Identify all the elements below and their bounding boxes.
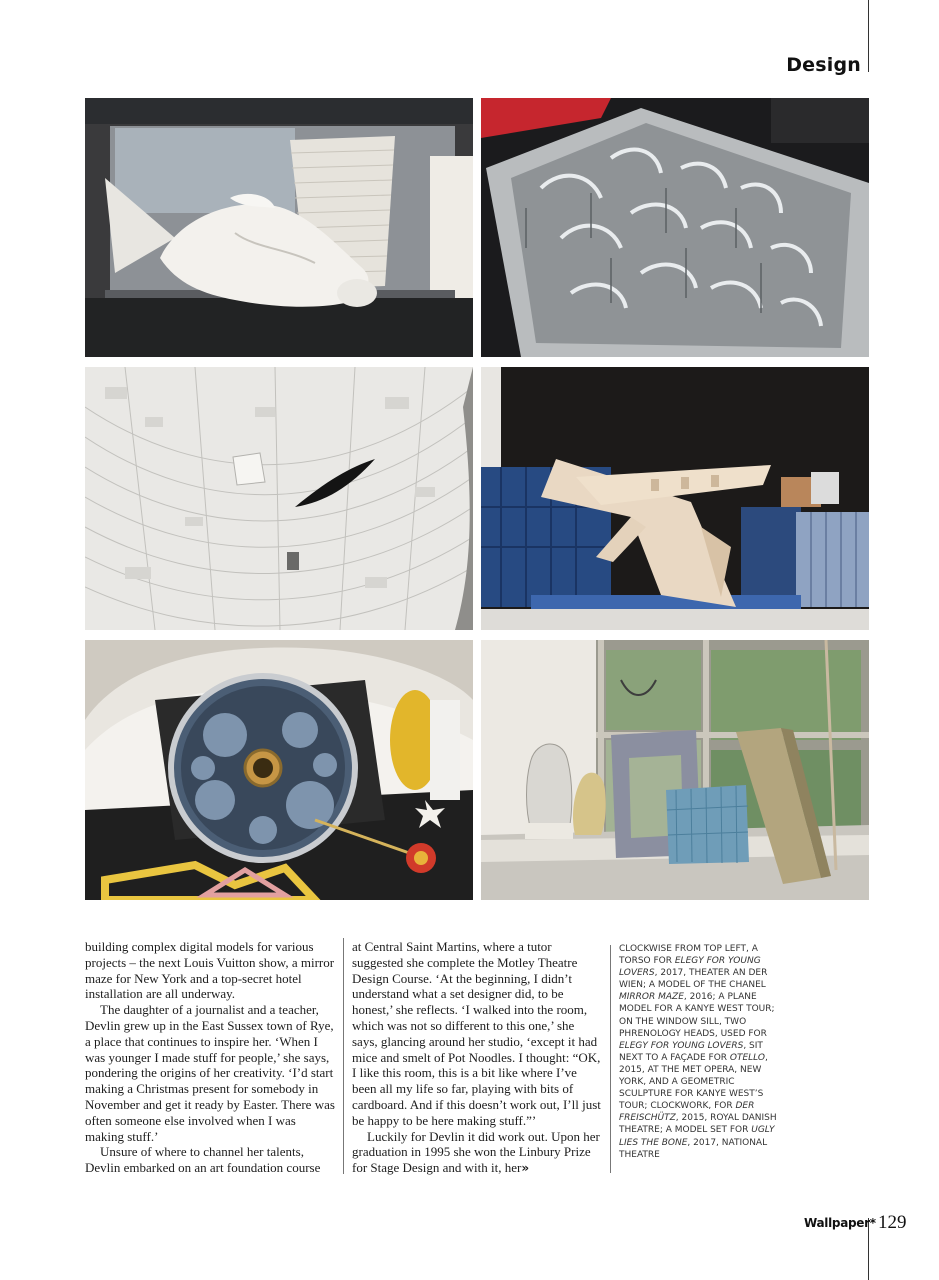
- windowsill-models-icon: [481, 640, 869, 900]
- paragraph: The daughter of a journalist and a teacher, Devlin grew up in the East Sussex town of Rye, a place that continues to inspire her. ‘When I was younger I made stuff for people,’ she says, pondering the origins of her creativity. ‘I’d start making a Christmas present for somebody in November and get it ready by Easter. There was often someone else involved when I was making stuff.’: [85, 1002, 335, 1144]
- article-column-2: [352, 939, 601, 1177]
- photo-torso: [85, 98, 473, 357]
- caption-title: MIRROR MAZE: [619, 992, 684, 1003]
- photo-city-relief: [85, 367, 473, 630]
- photo-plane-model: [481, 367, 869, 630]
- caption-text: , 2017, THEATER AN DER WIEN; A MODEL OF THE CHANEL: [619, 968, 768, 991]
- city-relief-model-icon: [85, 367, 473, 630]
- caption-title: ELEGY FOR YOUNG LOVERS: [619, 1040, 744, 1051]
- photo-mirror-maze: [481, 98, 869, 357]
- top-rule: [868, 0, 869, 72]
- page-number: 129: [878, 1212, 907, 1233]
- caption-text: CLOCKWISE FROM TOP LEFT, A TORSO FOR: [619, 944, 758, 967]
- paragraph: at Central Saint Martins, where a tutor suggested she complete the Motley Theatre Design Course. ‘At the beginning, I didn’t understand what a set designer did, to be honest,’ she reflects. ‘I walked into the room, which was not so different to this one,’ she says, glancing around her studio, ‘except it had mice and smelt of Pot Noodles. I thought: “OK, I like this room, this is a bit like where I’ve been all my life so far, playing with bits of cardboard. And if this doesn’t work out, I’ll just be happy to be here making stuff.”’: [352, 939, 601, 1128]
- torso-sculpture-icon: [85, 98, 473, 357]
- caption-text: , 2016; A PLANE MODEL FOR A KANYE WEST TOUR; ON THE WINDOW SILL, TWO PHRENOLOGY HEADS, USED FOR: [619, 992, 775, 1039]
- paragraph: building complex digital models for various projects – the next Louis Vuitton show, a mirror maze for New York and a top-secret hotel installation are all underway.: [85, 939, 335, 1002]
- caption-title: UGLY LIES THE BONE: [619, 1125, 775, 1148]
- paragraph-text: Luckily for Devlin it did work out. Upon her graduation in 1995 she won the Linbury Prize for Stage Design and with it, her: [352, 1128, 600, 1176]
- column-divider: [343, 938, 344, 1174]
- caption-title: OTELLO: [729, 1052, 765, 1063]
- caption-text: , 2015, AT THE MET OPERA, NEW YORK, AND A GEOMETRIC SCULPTURE FOR KANYE WEST’S TOUR; CLOCKWORK, FOR: [619, 1052, 768, 1112]
- paragraph: [352, 1129, 601, 1177]
- article-column-1: [85, 939, 335, 1176]
- magazine-brand: Wallpaper*: [804, 1216, 876, 1230]
- section-title: Design: [786, 54, 861, 76]
- caption-text: , 2015, ROYAL DANISH THEATRE; A MODEL SET FOR: [619, 1113, 777, 1136]
- photo-window-sill: [481, 640, 869, 900]
- photo-clockwork-set: [85, 640, 473, 900]
- caption-text: , SIT NEXT TO A FAÇADE FOR: [619, 1040, 763, 1063]
- caption-text: , 2017, NATIONAL THEATRE: [619, 1137, 768, 1160]
- caption-title: ELEGY FOR YOUNG LOVERS: [619, 956, 761, 979]
- clockwork-set-model-icon: [85, 640, 473, 900]
- continue-arrow-icon: »: [521, 1161, 530, 1176]
- caption-title: DER FREISCHÜTZ: [619, 1101, 755, 1124]
- mirror-maze-model-icon: [481, 98, 869, 357]
- paragraph: Unsure of where to channel her talents, Devlin embarked on an art foundation course: [85, 1144, 321, 1176]
- photo-caption: [619, 943, 784, 1161]
- caption-divider: [610, 945, 611, 1173]
- plane-model-icon: [481, 367, 869, 630]
